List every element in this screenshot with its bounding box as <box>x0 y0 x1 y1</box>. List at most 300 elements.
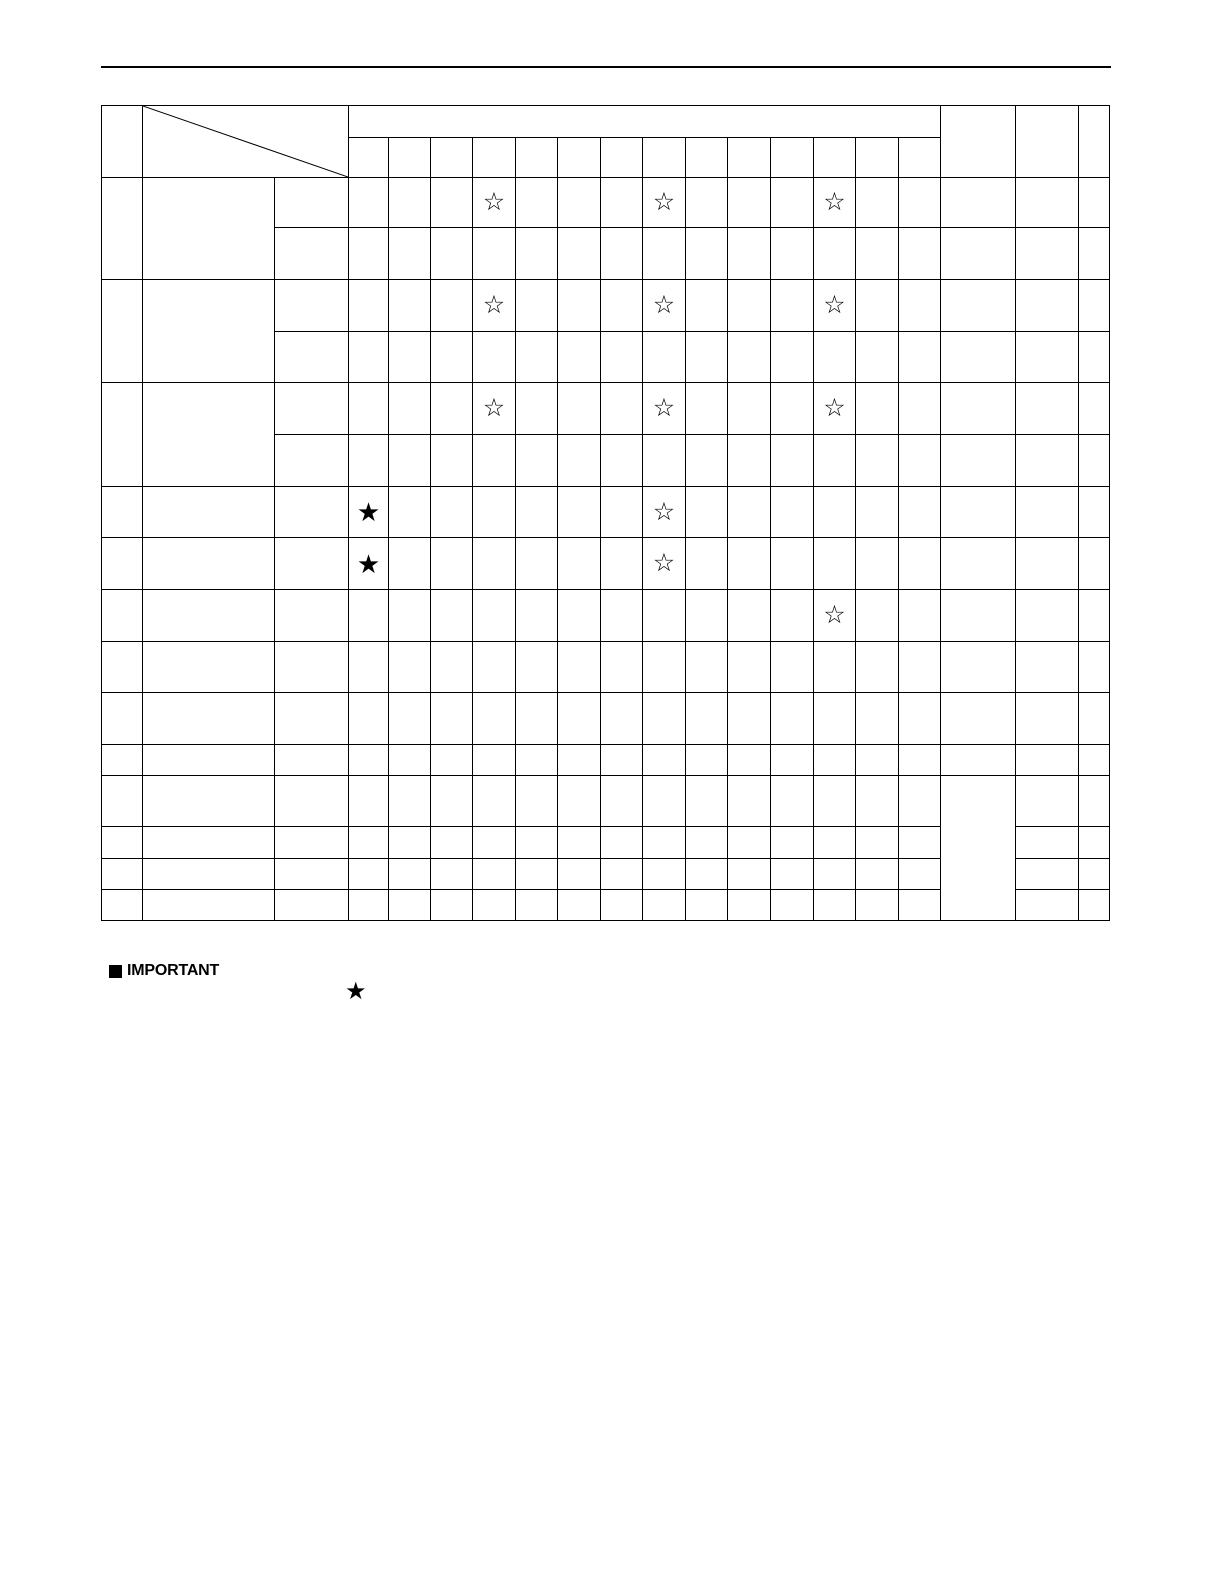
check-cell <box>1079 890 1110 921</box>
row-number-cell <box>102 538 143 590</box>
open-star-icon: ☆ <box>823 188 846 216</box>
open-star-icon: ☆ <box>652 188 676 216</box>
period-mark-cell <box>516 642 558 693</box>
remarks-cell <box>941 693 1016 745</box>
period-mark-cell <box>389 487 431 538</box>
period-mark-cell <box>431 538 473 590</box>
item-cell <box>143 693 275 745</box>
period-mark-cell <box>856 827 899 859</box>
period-cell <box>728 138 771 178</box>
period-cell <box>771 138 814 178</box>
period-mark-cell <box>601 228 643 280</box>
open-star-icon: ☆ <box>482 291 506 319</box>
period-cell <box>686 138 728 178</box>
period-mark-cell <box>601 827 643 859</box>
period-cell <box>389 138 431 178</box>
period-mark-cell <box>899 332 941 383</box>
period-mark-cell <box>516 487 558 538</box>
period-mark-cell <box>856 538 899 590</box>
period-mark-cell <box>643 859 686 890</box>
period-mark-cell <box>349 776 389 827</box>
period-mark-cell <box>431 435 473 487</box>
period-mark-cell <box>728 590 771 642</box>
check-cell <box>1079 859 1110 890</box>
period-mark-cell <box>431 827 473 859</box>
period-mark-cell <box>389 178 431 228</box>
period-mark-cell <box>771 776 814 827</box>
period-mark-cell <box>856 383 899 435</box>
table-row <box>102 642 1110 693</box>
period-mark-cell <box>728 827 771 859</box>
period-mark-cell <box>431 745 473 776</box>
header-cell <box>1079 106 1110 178</box>
period-mark-cell <box>558 590 601 642</box>
period-mark-cell <box>771 745 814 776</box>
period-mark-cell <box>643 538 686 590</box>
period-mark-cell <box>686 590 728 642</box>
period-mark-cell <box>728 487 771 538</box>
row-number-cell <box>102 487 143 538</box>
period-mark-cell <box>814 693 856 745</box>
remarks-cell <box>941 280 1016 332</box>
header-row <box>102 106 1110 138</box>
open-star-icon: ☆ <box>823 291 846 319</box>
period-mark-cell <box>643 178 686 228</box>
period-mark-cell <box>814 178 856 228</box>
period-mark-cell <box>899 538 941 590</box>
period-mark-cell <box>856 859 899 890</box>
sub-item-cell <box>275 642 349 693</box>
remarks-cell <box>941 178 1016 228</box>
period-mark-cell <box>431 693 473 745</box>
remarks-cell <box>941 487 1016 538</box>
period-mark-cell <box>473 487 516 538</box>
period-mark-cell <box>728 280 771 332</box>
diagonal-header-cell <box>143 106 349 178</box>
period-mark-cell <box>643 827 686 859</box>
period-mark-cell <box>516 435 558 487</box>
period-mark-cell <box>899 487 941 538</box>
period-mark-cell <box>643 383 686 435</box>
period-mark-cell <box>389 776 431 827</box>
table-row <box>102 178 1110 228</box>
period-mark-cell <box>814 859 856 890</box>
period-mark-cell <box>516 178 558 228</box>
period-mark-cell <box>431 487 473 538</box>
period-mark-cell <box>643 693 686 745</box>
remarks-cell <box>941 642 1016 693</box>
period-mark-cell <box>686 280 728 332</box>
period-mark-cell <box>349 435 389 487</box>
remarks-cell <box>941 538 1016 590</box>
period-mark-cell <box>643 280 686 332</box>
period-mark-cell <box>771 538 814 590</box>
notes-cell <box>1016 693 1079 745</box>
period-cell <box>899 138 941 178</box>
sub-item-cell <box>275 435 349 487</box>
sub-item-cell <box>275 178 349 228</box>
period-header-cell <box>349 106 941 138</box>
period-mark-cell <box>899 890 941 921</box>
period-cell <box>558 138 601 178</box>
sub-item-cell <box>275 538 349 590</box>
period-mark-cell <box>728 890 771 921</box>
period-mark-cell <box>601 890 643 921</box>
period-mark-cell <box>814 776 856 827</box>
period-mark-cell <box>601 745 643 776</box>
table-row <box>102 538 1110 590</box>
period-mark-cell <box>516 590 558 642</box>
period-mark-cell <box>728 228 771 280</box>
period-mark-cell <box>643 590 686 642</box>
period-mark-cell <box>643 642 686 693</box>
sub-item-cell <box>275 487 349 538</box>
period-mark-cell <box>389 590 431 642</box>
period-mark-cell <box>686 435 728 487</box>
row-number-cell <box>102 590 143 642</box>
period-mark-cell <box>814 642 856 693</box>
period-cell <box>643 138 686 178</box>
period-mark-cell <box>856 280 899 332</box>
period-mark-cell <box>728 332 771 383</box>
check-cell <box>1079 435 1110 487</box>
item-cell <box>143 745 275 776</box>
period-mark-cell <box>601 435 643 487</box>
period-cell <box>814 138 856 178</box>
period-mark-cell <box>814 332 856 383</box>
period-mark-cell <box>899 776 941 827</box>
period-mark-cell <box>516 859 558 890</box>
period-mark-cell <box>728 693 771 745</box>
period-mark-cell <box>771 435 814 487</box>
period-mark-cell <box>558 538 601 590</box>
period-mark-cell <box>516 538 558 590</box>
period-mark-cell <box>516 745 558 776</box>
period-mark-cell <box>771 693 814 745</box>
header-cell <box>941 106 1016 178</box>
period-mark-cell <box>473 538 516 590</box>
open-star-icon: ☆ <box>823 394 846 422</box>
period-mark-cell <box>771 827 814 859</box>
remarks-cell <box>941 332 1016 383</box>
period-mark-cell <box>814 383 856 435</box>
period-mark-cell <box>771 642 814 693</box>
period-mark-cell <box>899 383 941 435</box>
period-mark-cell <box>558 383 601 435</box>
period-mark-cell <box>686 890 728 921</box>
period-mark-cell <box>473 693 516 745</box>
item-cell <box>143 776 275 827</box>
notes-cell <box>1016 890 1079 921</box>
check-cell <box>1079 590 1110 642</box>
period-mark-cell <box>473 776 516 827</box>
period-mark-cell <box>349 827 389 859</box>
table-row <box>102 776 1110 827</box>
period-mark-cell <box>431 280 473 332</box>
period-mark-cell <box>686 827 728 859</box>
period-mark-cell <box>389 280 431 332</box>
period-mark-cell <box>601 693 643 745</box>
period-mark-cell <box>558 435 601 487</box>
period-mark-cell <box>728 642 771 693</box>
period-mark-cell <box>814 745 856 776</box>
period-mark-cell <box>899 280 941 332</box>
remarks-cell <box>941 435 1016 487</box>
period-mark-cell <box>728 178 771 228</box>
open-star-icon: ☆ <box>482 394 506 422</box>
diagonal-line <box>143 106 348 177</box>
period-mark-cell <box>856 890 899 921</box>
period-mark-cell <box>686 332 728 383</box>
notes-cell <box>1016 280 1079 332</box>
period-mark-cell <box>389 827 431 859</box>
remarks-cell <box>941 745 1016 776</box>
item-cell <box>143 487 275 538</box>
period-mark-cell <box>728 776 771 827</box>
period-mark-cell <box>899 642 941 693</box>
period-mark-cell <box>558 827 601 859</box>
row-number-cell <box>102 642 143 693</box>
remarks-cell <box>941 776 1016 921</box>
header-cell <box>102 106 143 178</box>
period-mark-cell <box>728 435 771 487</box>
period-mark-cell <box>516 228 558 280</box>
item-cell <box>143 827 275 859</box>
period-mark-cell <box>899 745 941 776</box>
row-number-cell <box>102 859 143 890</box>
sub-item-cell <box>275 228 349 280</box>
period-mark-cell <box>389 642 431 693</box>
check-cell <box>1079 827 1110 859</box>
table-row <box>102 383 1110 435</box>
period-mark-cell <box>601 776 643 827</box>
open-star-icon: ☆ <box>652 497 676 526</box>
period-mark-cell <box>473 383 516 435</box>
period-mark-cell <box>389 693 431 745</box>
check-cell <box>1079 228 1110 280</box>
period-mark-cell <box>856 693 899 745</box>
period-mark-cell <box>558 745 601 776</box>
sub-item-cell <box>275 859 349 890</box>
period-mark-cell <box>771 332 814 383</box>
notes-cell <box>1016 859 1079 890</box>
period-mark-cell <box>601 280 643 332</box>
period-mark-cell <box>899 590 941 642</box>
period-mark-cell <box>856 642 899 693</box>
period-mark-cell <box>558 178 601 228</box>
period-mark-cell <box>814 435 856 487</box>
period-mark-cell <box>516 890 558 921</box>
table-row <box>102 693 1110 745</box>
period-mark-cell <box>389 890 431 921</box>
period-cell <box>349 138 389 178</box>
check-cell <box>1079 280 1110 332</box>
important-note <box>109 962 219 980</box>
table-row <box>102 487 1110 538</box>
period-mark-cell <box>686 776 728 827</box>
period-cell <box>601 138 643 178</box>
period-mark-cell <box>473 890 516 921</box>
period-mark-cell <box>601 642 643 693</box>
filled-star-icon: ★ <box>345 978 367 1005</box>
notes-cell <box>1016 332 1079 383</box>
sub-item-cell <box>275 332 349 383</box>
row-number-cell <box>102 383 143 487</box>
check-cell <box>1079 642 1110 693</box>
period-mark-cell <box>643 228 686 280</box>
period-mark-cell <box>856 745 899 776</box>
row-number-cell <box>102 827 143 859</box>
item-cell <box>143 859 275 890</box>
period-mark-cell <box>728 859 771 890</box>
period-mark-cell <box>771 890 814 921</box>
open-star-icon: ☆ <box>823 601 846 629</box>
sub-item-cell <box>275 890 349 921</box>
period-mark-cell <box>771 228 814 280</box>
notes-cell <box>1016 228 1079 280</box>
period-cell <box>516 138 558 178</box>
period-mark-cell <box>601 178 643 228</box>
period-mark-cell <box>686 228 728 280</box>
notes-cell <box>1016 745 1079 776</box>
check-cell <box>1079 776 1110 827</box>
period-mark-cell <box>558 642 601 693</box>
period-mark-cell <box>856 332 899 383</box>
period-mark-cell <box>389 538 431 590</box>
period-mark-cell <box>431 178 473 228</box>
period-mark-cell <box>558 776 601 827</box>
period-mark-cell <box>349 590 389 642</box>
notes-cell <box>1016 642 1079 693</box>
period-mark-cell <box>473 280 516 332</box>
period-mark-cell <box>643 332 686 383</box>
check-cell <box>1079 332 1110 383</box>
period-mark-cell <box>771 487 814 538</box>
period-mark-cell <box>643 890 686 921</box>
table-row <box>102 590 1110 642</box>
period-mark-cell <box>389 383 431 435</box>
period-mark-cell <box>349 487 389 538</box>
notes-cell <box>1016 178 1079 228</box>
period-mark-cell <box>601 590 643 642</box>
period-mark-cell <box>349 538 389 590</box>
remarks-cell <box>941 590 1016 642</box>
period-mark-cell <box>349 642 389 693</box>
period-mark-cell <box>558 228 601 280</box>
period-mark-cell <box>899 693 941 745</box>
sub-item-cell <box>275 693 349 745</box>
period-mark-cell <box>431 228 473 280</box>
period-cell <box>473 138 516 178</box>
period-mark-cell <box>856 435 899 487</box>
check-cell <box>1079 383 1110 435</box>
period-mark-cell <box>349 228 389 280</box>
period-mark-cell <box>389 228 431 280</box>
sub-item-cell <box>275 827 349 859</box>
period-mark-cell <box>473 590 516 642</box>
period-mark-cell <box>473 745 516 776</box>
period-mark-cell <box>431 642 473 693</box>
check-cell <box>1079 487 1110 538</box>
period-mark-cell <box>686 642 728 693</box>
period-mark-cell <box>389 332 431 383</box>
period-mark-cell <box>558 890 601 921</box>
square-bullet-icon <box>109 965 122 978</box>
period-mark-cell <box>473 178 516 228</box>
open-star-icon: ☆ <box>652 549 676 577</box>
notes-cell <box>1016 538 1079 590</box>
period-mark-cell <box>516 827 558 859</box>
period-mark-cell <box>389 745 431 776</box>
period-mark-cell <box>516 693 558 745</box>
period-mark-cell <box>814 827 856 859</box>
period-mark-cell <box>389 859 431 890</box>
period-mark-cell <box>601 332 643 383</box>
period-mark-cell <box>601 538 643 590</box>
period-mark-cell <box>814 890 856 921</box>
period-mark-cell <box>686 383 728 435</box>
period-mark-cell <box>728 745 771 776</box>
row-number-cell <box>102 776 143 827</box>
period-mark-cell <box>856 487 899 538</box>
period-mark-cell <box>771 280 814 332</box>
remarks-cell <box>941 228 1016 280</box>
period-mark-cell <box>728 383 771 435</box>
notes-cell <box>1016 776 1079 827</box>
period-mark-cell <box>601 859 643 890</box>
period-mark-cell <box>643 487 686 538</box>
period-mark-cell <box>431 776 473 827</box>
sub-item-cell <box>275 590 349 642</box>
period-mark-cell <box>558 859 601 890</box>
row-number-cell <box>102 745 143 776</box>
period-mark-cell <box>558 332 601 383</box>
inspection-table <box>101 105 1110 921</box>
period-mark-cell <box>814 538 856 590</box>
filled-star-icon: ★ <box>356 548 381 579</box>
period-mark-cell <box>349 745 389 776</box>
period-mark-cell <box>686 538 728 590</box>
period-mark-cell <box>899 859 941 890</box>
period-mark-cell <box>389 435 431 487</box>
period-mark-cell <box>473 859 516 890</box>
period-mark-cell <box>728 538 771 590</box>
period-mark-cell <box>558 693 601 745</box>
sub-item-cell <box>275 745 349 776</box>
period-mark-cell <box>856 228 899 280</box>
period-mark-cell <box>814 590 856 642</box>
period-mark-cell <box>856 776 899 827</box>
period-mark-cell <box>473 228 516 280</box>
period-mark-cell <box>516 280 558 332</box>
period-mark-cell <box>643 435 686 487</box>
row-number-cell <box>102 280 143 383</box>
period-mark-cell <box>349 332 389 383</box>
period-mark-cell <box>686 745 728 776</box>
notes-cell <box>1016 487 1079 538</box>
sub-item-cell <box>275 383 349 435</box>
sub-item-cell <box>275 280 349 332</box>
period-mark-cell <box>431 859 473 890</box>
item-cell <box>143 642 275 693</box>
period-mark-cell <box>516 776 558 827</box>
period-mark-cell <box>431 590 473 642</box>
period-mark-cell <box>601 383 643 435</box>
header-cell <box>1016 106 1079 178</box>
period-mark-cell <box>771 590 814 642</box>
period-mark-cell <box>558 280 601 332</box>
row-number-cell <box>102 178 143 280</box>
